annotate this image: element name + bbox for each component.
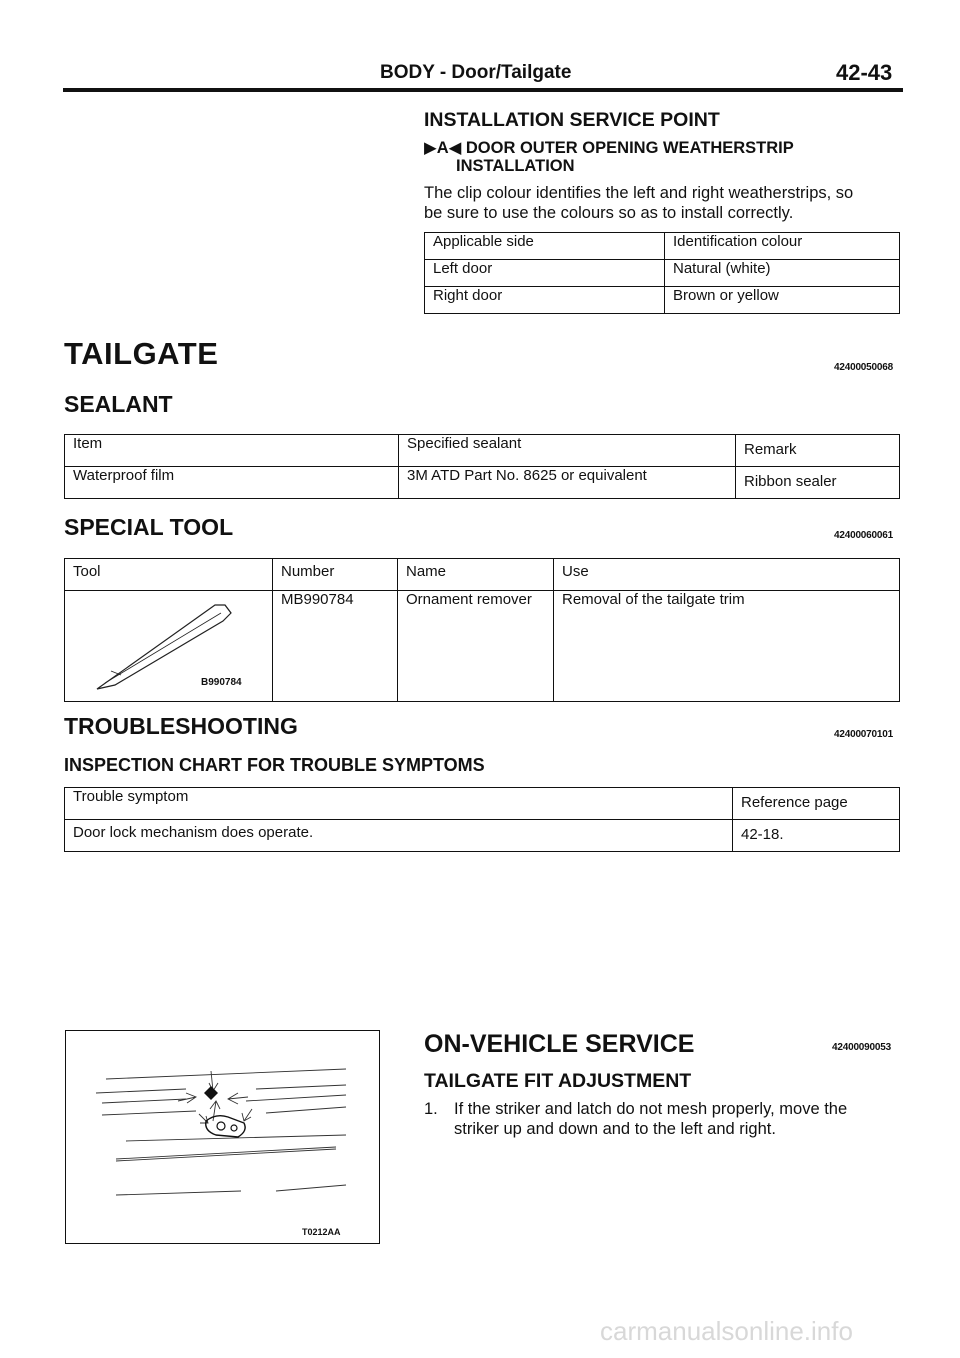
sealant-title: SEALANT	[64, 391, 173, 417]
table-cell: Ornament remover	[398, 591, 554, 702]
troubleshooting-title: TROUBLESHOOTING	[64, 713, 298, 739]
trouble-symptom-table	[64, 787, 900, 852]
table-cell: MB990784	[273, 591, 398, 702]
special-tool-code: 42400060061	[834, 530, 893, 541]
on-vehicle-code: 42400090053	[832, 1042, 891, 1053]
table-header-cell: Reference page	[733, 788, 900, 820]
troubleshooting-subtitle: INSPECTION CHART FOR TROUBLE SYMPTOMS	[64, 755, 485, 775]
table-row	[425, 260, 900, 287]
tailgate-code: 42400050068	[834, 362, 893, 373]
marker-a: ▶A◀	[424, 139, 462, 157]
page-number: 42-43	[836, 60, 893, 85]
step-text-line1: If the striker and latch do not mesh properly, move the	[454, 1100, 848, 1118]
header-rule	[63, 88, 903, 92]
table-header-cell: Item	[65, 435, 399, 467]
table-header-cell: Remark	[736, 435, 900, 467]
on-vehicle-subtitle: TAILGATE FIT ADJUSTMENT	[424, 1070, 692, 1092]
step-number: 1.	[424, 1100, 438, 1118]
installation-subheading-line1: DOOR OUTER OPENING WEATHERSTRIP	[465, 139, 794, 157]
tool-image-label: B990784	[201, 677, 242, 688]
watermark: carmanualsonline.info	[600, 1316, 853, 1346]
table-row	[65, 467, 900, 499]
step-text-line2: striker up and down and to the left and right.	[454, 1120, 776, 1138]
table-cell: 3M ATD Part No. 8625 or equivalent	[399, 467, 736, 499]
table-header-cell: Number	[273, 559, 398, 591]
table-cell: 42-18.	[733, 820, 900, 852]
tailgate-figure	[65, 1030, 380, 1244]
table-row	[65, 591, 900, 702]
section-title: BODY - Door/Tailgate	[380, 62, 572, 83]
installation-subheading	[424, 138, 794, 158]
special-tool-table	[64, 558, 900, 702]
table-cell: Waterproof film	[65, 467, 399, 499]
sealant-table	[64, 434, 900, 499]
troubleshooting-code: 42400070101	[834, 729, 893, 740]
tailgate-striker-illustration	[66, 1031, 379, 1243]
table-header-cell: Name	[398, 559, 554, 591]
table-header-cell: Tool	[65, 559, 273, 591]
table-header-cell: Specified sealant	[399, 435, 736, 467]
installation-heading: INSTALLATION SERVICE POINT	[424, 109, 720, 131]
figure-label: T0212AA	[302, 1227, 341, 1237]
tool-image-cell	[65, 591, 273, 702]
table-cell: Ribbon sealer	[736, 467, 900, 499]
installation-text-line1: The clip colour identifies the left and right weatherstrips, so	[424, 184, 854, 202]
tailgate-title: TAILGATE	[64, 336, 219, 371]
table-row	[425, 287, 900, 314]
table-header-cell: Identification colour	[665, 233, 900, 260]
table-header-cell: Applicable side	[425, 233, 665, 260]
on-vehicle-title: ON-VEHICLE SERVICE	[424, 1030, 695, 1058]
table-cell: Door lock mechanism does operate.	[65, 820, 733, 852]
installation-text-line2: be sure to use the colours so as to install correctly.	[424, 204, 794, 222]
table-header-cell: Trouble symptom	[65, 788, 733, 820]
table-cell: Left door	[425, 260, 665, 287]
table-header-cell: Use	[554, 559, 900, 591]
table-cell: Right door	[425, 287, 665, 314]
table-cell: Brown or yellow	[665, 287, 900, 314]
table-row	[65, 820, 900, 852]
table-cell: Natural (white)	[665, 260, 900, 287]
special-tool-title: SPECIAL TOOL	[64, 514, 234, 540]
table-cell: Removal of the tailgate trim	[554, 591, 900, 702]
installation-subheading-line2: INSTALLATION	[456, 157, 575, 175]
weatherstrip-table	[424, 232, 900, 314]
